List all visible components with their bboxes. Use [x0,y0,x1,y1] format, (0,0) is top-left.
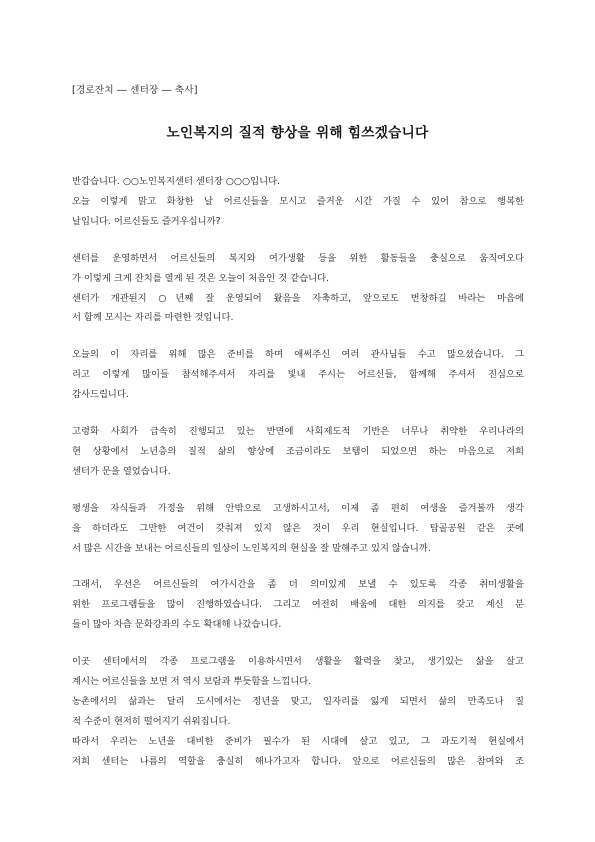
body-line: 평생을 자식들과 가정을 위해 안밖으로 고생하시고서, 이제 좀 편히 여생을 즐겨볼까 생각 [72,502,524,514]
body-line: 날입니다. 어르신들도 즐거우십니까? [72,215,221,227]
document-header-tag: [경로잔치 ― 센터장 ― 축사] [72,85,198,96]
body-line: 이곳 센터에서의 각종 프로그램을 이용하시면서 생활을 활력을 찾고, 생기있는 삶을 살고 [72,656,524,668]
body-line: 서 많은 시간을 보내는 어르신들의 일상이 노인복지의 현실을 잘 말해주고 있지 않습니까. [72,542,431,554]
body-line: 센터가 문을 열었습니다. [72,465,171,477]
body-line: 농촌에서의 삶과는 달리 도시에서는 정년을 맞고, 일자리를 잃게 되면서 삶의 만족도나 질 [72,695,524,707]
body-line: 을 하더라도 그만한 여건이 갖춰져 있지 않은 것이 우리 현실입니다. 탑골공원 같은 곳에 [72,522,524,534]
body-line: 오늘의 이 자리를 위해 많은 준비를 하며 애써주신 여러 관사님들 수고 많으셨습니다. 그 [72,349,524,361]
body-line: 감사드립니다. [72,389,129,401]
body-line: 반갑습니다. ○○노인복지센터 센터장 ○○○입니다. [72,176,281,187]
body-line: 센터가 개관된지 ○년째 잘 운영되어 왔음을 자축하고, 앞으로도 번창하길 바라는 마음에 [72,292,524,304]
body-line: 리고 이렇게 많이들 참석해주셔서 자리를 빛내 주시는 어르신들, 함께해 주셔서 진심으로 [72,369,524,381]
body-line: 적 수준이 현저히 떨어지기 쉬워집니다. [72,715,231,727]
body-line: 고령화 사회가 급속히 진행되고 있는 반면에 사회제도적 기반은 너무나 취약한 우리나라의 [72,426,524,437]
body-line: 위한 프로그램들을 많이 진행하였습니다. 그리고 여전히 배움에 대한 의지를 갖고 계신 분 [72,599,524,611]
body-line: 그래서, 우선은 어르신들의 여가시간을 좀 더 의미있게 보낼 수 있도록 각종 취미생활을 [72,579,524,591]
body-line: 가 이렇게 크게 잔치를 열게 된 것은 오늘이 처음인 것 같습니다. [72,272,330,284]
document-title: 노인복지의 질적 향상을 위해 힘쓰겠습니다 [166,125,429,141]
body-line: 들이 많아 차츰 문화강좌의 수도 확대해 나갔습니다. [72,619,282,631]
body-line: 센터를 운영하면서 어르신들의 복지와 여가생활 등을 위한 활동들을 충실으로 움직여오다 [72,252,524,264]
body-line: 오늘 이렇게 맑고 화창한 날 어르신들을 모시고 즐거운 시간 가질 수 있어 참으로 행복한 [72,195,524,207]
body-line: 서 함께 모시는 자리를 마련한 것입니다. [72,312,234,324]
body-line: 따라서 우리는 노년을 대비한 준비가 필수가 된 시대에 살고 있고, 그 과도기적 현실에서 [72,735,524,747]
body-line: 계시는 어르신들을 보면 저 역시 보람과 뿌듯함을 느낍니다. [72,676,312,687]
body-line: 저희 센터는 나름의 역할을 충실히 해나가고자 합니다. 앞으로 어르신들의 많은 참여와 조 [72,755,524,767]
body-line: 현 상황에서 노년층의 질적 삶의 향상에 조금이라도 보탬이 되었으면 하는 마음으로 저희 [72,445,524,457]
